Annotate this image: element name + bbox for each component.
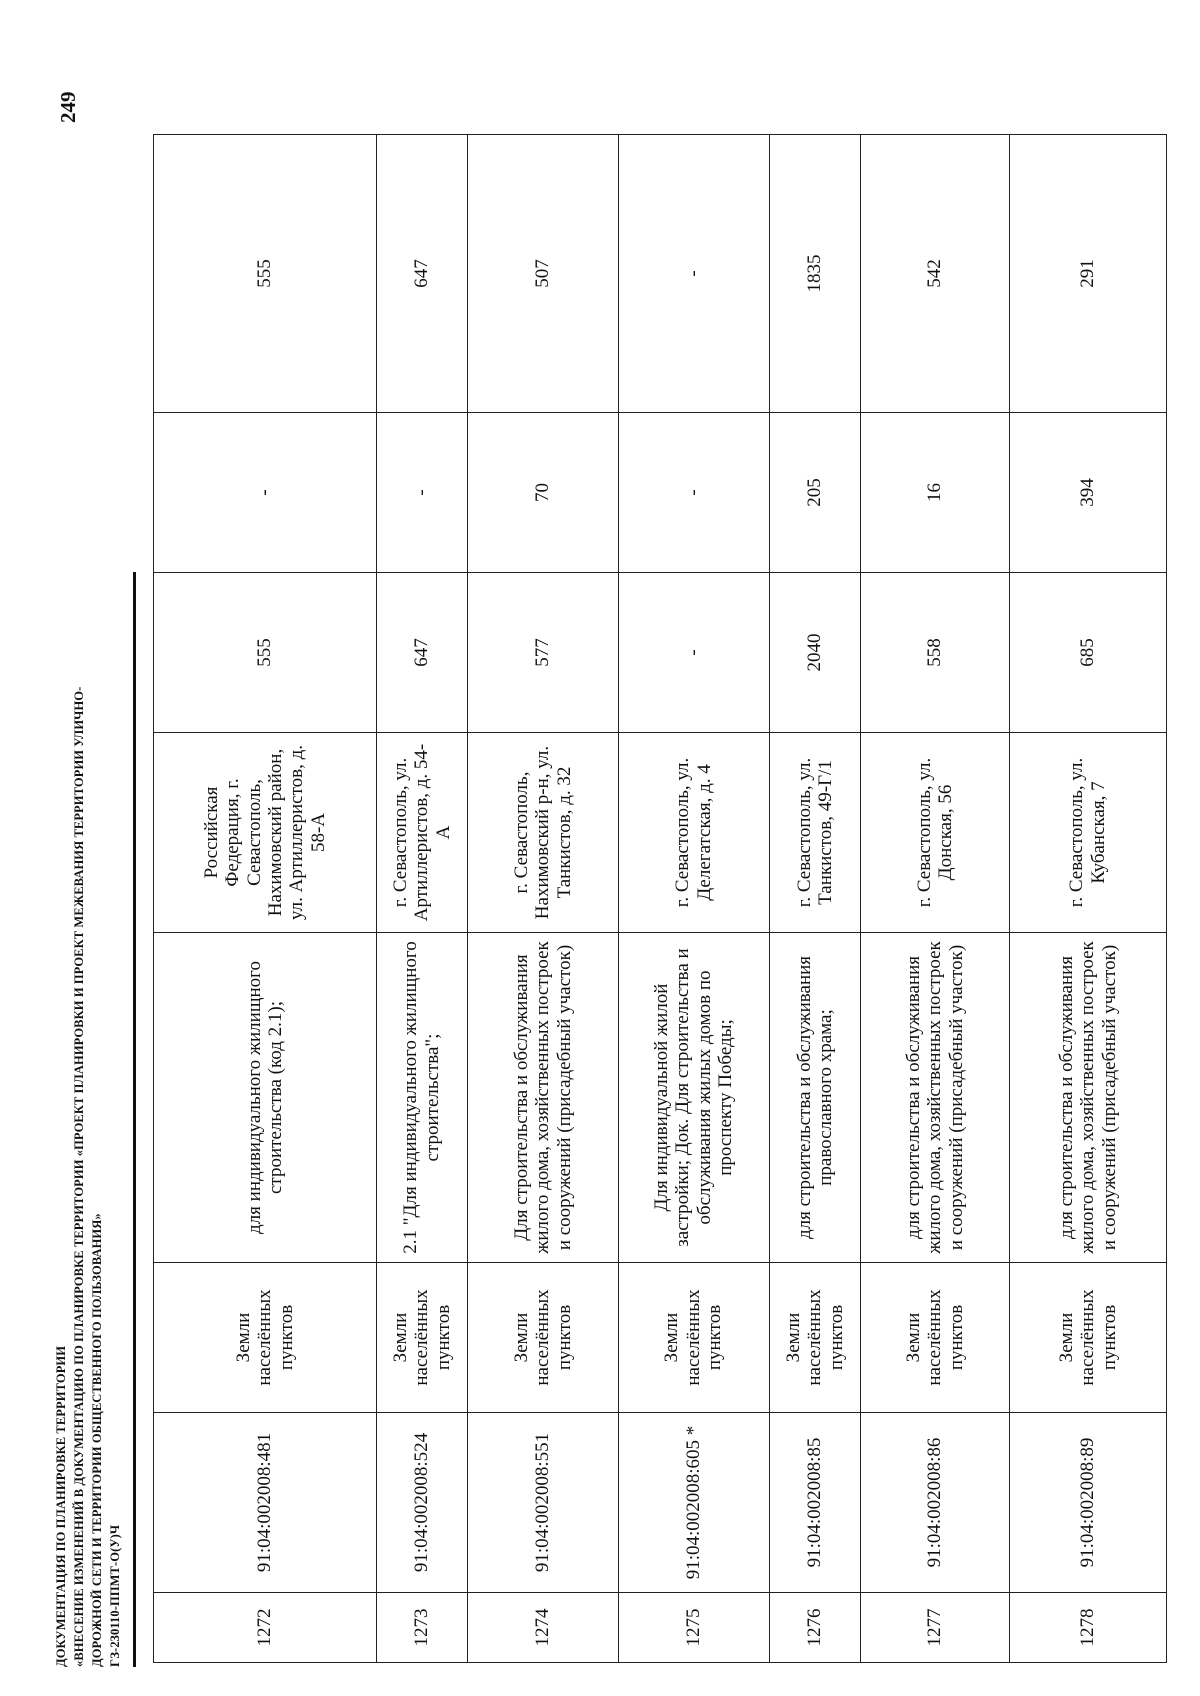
cadastral-number: 91:04:002008:524 <box>376 1413 467 1593</box>
address: г. Севастополь, ул. Делегатская, д. 4 <box>618 733 769 933</box>
area-remaining: 507 <box>467 135 618 413</box>
table-row <box>618 135 769 1663</box>
row-number: 1272 <box>154 1593 377 1663</box>
land-category: Земли населённых пунктов <box>769 1263 861 1413</box>
permitted-use: для строительства и обслуживания жилого дома, хозяйственных построек и сооружений (присадебный участок) <box>1009 933 1166 1263</box>
row-number: 1276 <box>769 1593 861 1663</box>
permitted-use: для строительства и обслуживания православного храма; <box>769 933 861 1263</box>
row-number: 1274 <box>467 1593 618 1663</box>
area-remaining: 555 <box>154 135 377 413</box>
area-remaining: 542 <box>861 135 1009 413</box>
address: Российская Федерация, г. Севастополь, Нахимовский район, ул. Артиллеристов, д. 58-А <box>154 733 377 933</box>
cadastral-number: 91:04:002008:481 <box>154 1413 377 1593</box>
permitted-use: для индивидуального жилищного строительства (код 2.1); <box>154 933 377 1263</box>
area-total: 558 <box>861 573 1009 733</box>
land-category: Земли населённых пунктов <box>467 1263 618 1413</box>
land-category: Земли населённых пунктов <box>618 1263 769 1413</box>
address: г. Севастополь, ул. Донская, 56 <box>861 733 1009 933</box>
area-total: 555 <box>154 573 377 733</box>
address: г. Севастополь, ул. Артиллеристов, д. 54-А <box>376 733 467 933</box>
row-number: 1275 <box>618 1593 769 1663</box>
header-line: ДОРОЖНОЙ СЕТИ И ТЕРРИТОРИИ ОБЩЕСТВЕННОГО ПОЛЬЗОВАНИЯ» <box>90 1213 104 1667</box>
table-row <box>467 135 618 1663</box>
address: г. Севастополь, ул. Танкистов, 49-Г/1 <box>769 733 861 933</box>
header-line: ГЗ-230110-ППМТ-О(У)Ч <box>108 1524 122 1667</box>
area-affected: - <box>154 413 377 573</box>
area-total: - <box>618 573 769 733</box>
area-affected: - <box>376 413 467 573</box>
cadastral-number: 91:04:002008:605 * <box>618 1413 769 1593</box>
land-category: Земли населённых пунктов <box>154 1263 377 1413</box>
cadastral-number: 91:04:002008:85 <box>769 1413 861 1593</box>
area-affected: 205 <box>769 413 861 573</box>
cadastral-number: 91:04:002008:551 <box>467 1413 618 1593</box>
area-remaining: 291 <box>1009 135 1166 413</box>
permitted-use: для строительства и обслуживания жилого дома, хозяйственных построек и сооружений (присадебный участок) <box>861 933 1009 1263</box>
row-number: 1277 <box>861 1593 1009 1663</box>
area-total: 685 <box>1009 573 1166 733</box>
area-affected: 394 <box>1009 413 1166 573</box>
area-remaining: - <box>618 135 769 413</box>
area-remaining: 647 <box>376 135 467 413</box>
area-total: 577 <box>467 573 618 733</box>
address: г. Севастополь, Нахимовский р-н, ул. Танкистов, д. 32 <box>467 733 618 933</box>
area-affected: 16 <box>861 413 1009 573</box>
header-line: ДОКУМЕНТАЦИЯ ПО ПЛАНИРОВКЕ ТЕРРИТОРИИ <box>54 1345 68 1667</box>
table-row <box>1009 135 1166 1663</box>
cadastral-number: 91:04:002008:89 <box>1009 1413 1166 1593</box>
area-total: 647 <box>376 573 467 733</box>
area-affected: - <box>618 413 769 573</box>
area-affected: 70 <box>467 413 618 573</box>
table-row <box>154 135 377 1663</box>
land-category: Земли населённых пунктов <box>861 1263 1009 1413</box>
address: г. Севастополь, ул. Кубанская, 7 <box>1009 733 1166 933</box>
header-line: «ВНЕСЕНИЕ ИЗМЕНЕНИЙ В ДОКУМЕНТАЦИЮ ПО ПЛАНИРОВКЕ ТЕРРИТОРИИ «ПРОЕКТ ПЛАНИРОВКИ И ПРОЕКТ МЕЖЕВАНИЯ ТЕРРИТОРИИ УЛИЧНО- <box>72 686 86 1667</box>
area-remaining: 1835 <box>769 135 861 413</box>
table-row <box>769 135 861 1663</box>
header-divider <box>133 572 136 1667</box>
row-number: 1273 <box>376 1593 467 1663</box>
land-category: Земли населённых пунктов <box>376 1263 467 1413</box>
area-total: 2040 <box>769 573 861 733</box>
land-category: Земли населённых пунктов <box>1009 1263 1166 1413</box>
document-header <box>52 487 124 1667</box>
table-row <box>861 135 1009 1663</box>
land-plots-table <box>153 134 1167 1663</box>
row-number: 1278 <box>1009 1593 1166 1663</box>
table-row <box>376 135 467 1663</box>
permitted-use: Для индивидуальной жилой застройки; Док. Для строительства и обслуживания жилых домов по проспекту Победы; <box>618 933 769 1263</box>
permitted-use: 2.1 "Для индивидуального жилищного строительства"; <box>376 933 467 1263</box>
page-number: 249 <box>56 91 80 123</box>
permitted-use: Для строительства и обслуживания жилого дома, хозяйственных построек и сооружений (присадебный участок) <box>467 933 618 1263</box>
cadastral-number: 91:04:002008:86 <box>861 1413 1009 1593</box>
